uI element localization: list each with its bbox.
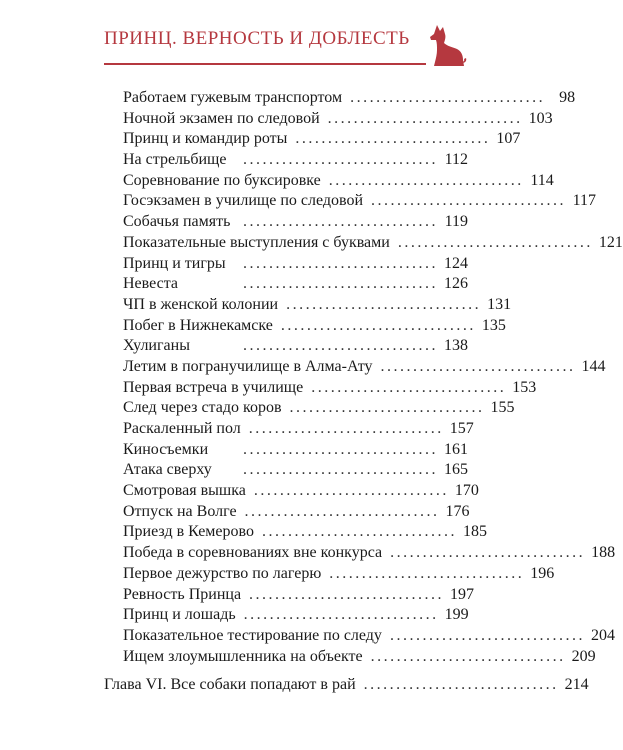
dot-leader: .............................. [329,564,525,582]
toc-entry-title: Отпуск на Волге [123,502,237,520]
toc-entry[interactable] [123,419,474,440]
toc-entry-title: Приезд в Кемерово [123,523,254,541]
header-rule [104,63,426,65]
toc-entry-page-number: 107 [496,130,521,148]
toc-entry[interactable] [123,626,615,647]
toc-entry-title: Смотровая вышка [123,482,246,500]
toc-entry-title: Первая встреча в училище [123,378,304,396]
toc-entry[interactable] [123,129,521,150]
dot-leader: .............................. [243,275,438,293]
dot-leader: .............................. [380,357,576,375]
toc-entry[interactable] [123,378,537,399]
toc-entry[interactable] [123,254,468,275]
toc-entry-page-number: 114 [530,171,554,189]
toc-entry[interactable] [123,605,468,626]
toc-entry-page-number: 117 [572,192,596,210]
toc-entry-page-number: 170 [454,482,479,500]
dot-leader: .............................. [243,461,438,479]
dot-leader: .............................. [289,399,485,417]
toc-entry-page-number: 126 [444,275,468,293]
toc-entry-title: Победа в соревнованиях вне конкурса [123,544,383,562]
toc-entry[interactable] [123,233,623,254]
dot-leader: .............................. [286,295,482,313]
toc-entry-page-number: 98 [559,89,576,106]
toc-entry-title: Показательное тестирование по следу [123,626,382,644]
toc-entry-title: Собачья память [123,213,231,231]
toc-entry-title: Киносъемки [123,440,209,458]
dot-leader: .............................. [243,337,438,355]
dot-leader: .............................. [280,316,476,334]
toc-entry-page-number: 124 [444,254,468,272]
dot-leader: .............................. [311,378,507,396]
toc-entry-page-number: 204 [590,626,615,644]
toc-entry-page-number: 138 [444,337,468,355]
dot-leader: .............................. [350,89,546,106]
toc-entry-title: Принц и тигры [123,254,226,272]
toc-entry[interactable] [123,460,468,481]
toc-entry-title: На стрельбище [123,151,227,169]
toc-entry-title: Принц и лошадь [123,606,236,624]
dot-leader: .............................. [327,109,523,127]
toc-entry-page-number: 121 [598,233,623,251]
toc-entry-page-number: 196 [530,564,555,582]
toc-entry-title: Невеста [123,275,179,293]
toc-entry[interactable] [123,585,475,606]
toc-entry-page-number: 209 [571,647,596,665]
toc-entry[interactable] [123,398,515,419]
dot-leader: .............................. [244,502,440,520]
toc-entry[interactable] [123,150,468,171]
dot-leader: .............................. [243,440,438,458]
toc-entry[interactable] [123,336,468,357]
toc-entry-title: След через стадо коров [123,399,282,417]
toc-entry[interactable] [123,543,616,564]
toc-entry-title: Хулиганы [123,337,190,355]
toc-entry-page-number: 155 [490,399,515,417]
toc-entry-page-number: 135 [481,316,506,334]
dot-leader: .............................. [248,420,444,437]
toc-entry[interactable] [123,481,479,502]
dot-leader: .............................. [243,606,439,624]
running-header-title: ПРИНЦ. ВЕРНОСТЬ И ДОБЛЕСТЬ [104,28,410,49]
dot-leader: .............................. [243,151,438,169]
dot-leader: .............................. [253,482,449,500]
dot-leader: .............................. [295,130,491,148]
dot-leader: .............................. [261,523,457,541]
toc-entry-title: Показательные выступления с буквами [123,233,390,251]
dot-leader: .............................. [370,647,566,665]
toc-entry-title: Госэкзамен в училище по следовой [123,192,363,210]
toc-entry[interactable] [123,88,576,109]
toc-entry-page-number: 185 [462,523,487,541]
toc-entry-page-number: 144 [581,357,606,375]
toc-entry-title: Ночной экзамен по следовой [123,109,320,127]
dot-leader: .............................. [371,192,566,210]
dot-leader: .............................. [397,233,593,251]
toc-entry[interactable] [123,274,468,295]
dot-leader: .............................. [389,626,585,644]
toc-entry-page-number: 119 [444,213,468,231]
chapter-page-number: 214 [564,676,589,693]
toc-entry-title: Первое дежурство по лагерю [123,564,322,582]
toc-entry-title: Соревнование по буксировке [123,171,321,189]
toc-entry-title: Ищем злоумышленника на объекте [123,647,363,665]
dot-leader: .............................. [249,585,445,603]
toc-entry[interactable] [123,647,596,668]
dot-leader: .............................. [363,676,559,693]
toc-entry-page-number: 103 [528,109,553,127]
toc-entry[interactable] [123,502,468,523]
toc-entry-page-number: 176 [445,502,470,520]
chapter-title: Глава VI. Все собаки попадают в рай [104,676,356,693]
toc-entry-title: Летим в погранучилище в Алма-Ату [123,357,373,375]
toc-entry-title: Атака сверху [123,461,212,479]
dot-leader: .............................. [243,213,438,231]
toc-entry-title: ЧП в женской колонии [123,295,279,313]
dog-icon [428,22,468,68]
toc-entry-page-number: 161 [444,440,468,458]
toc-entry[interactable] [123,522,487,543]
toc-entry[interactable] [123,171,554,192]
toc-entry-title: Ревность Принца [123,585,242,603]
toc-entry[interactable] [123,564,555,585]
toc-entry-page-number: 188 [591,544,616,562]
toc-entry[interactable] [123,295,512,316]
toc-entry[interactable] [123,212,468,233]
toc-entry-title: Принц и командир роты [123,130,288,148]
toc-entry-page-number: 165 [444,461,468,479]
dot-leader: .............................. [328,171,524,189]
table-of-contents [123,88,623,667]
toc-entry-page-number: 131 [487,295,512,313]
toc-entry-page-number: 157 [449,420,474,437]
dot-leader: .............................. [390,544,586,562]
toc-entry-title: Побег в Нижнекамске [123,316,273,334]
dot-leader: .............................. [243,254,438,272]
toc-entry-page-number: 112 [444,151,468,169]
toc-entry-title: Работаем гужевым транспортом [123,89,343,106]
toc-entry-page-number: 199 [444,606,469,624]
toc-entry[interactable] [123,109,553,130]
chapter-entry[interactable] [104,676,589,694]
toc-entry[interactable] [123,440,468,461]
toc-entry-page-number: 153 [512,378,537,396]
toc-entry[interactable] [123,191,596,212]
toc-entry[interactable] [123,357,606,378]
toc-entry-title: Раскаленный пол [123,420,241,437]
toc-entry-page-number: 197 [450,585,475,603]
toc-entry[interactable] [123,316,506,337]
